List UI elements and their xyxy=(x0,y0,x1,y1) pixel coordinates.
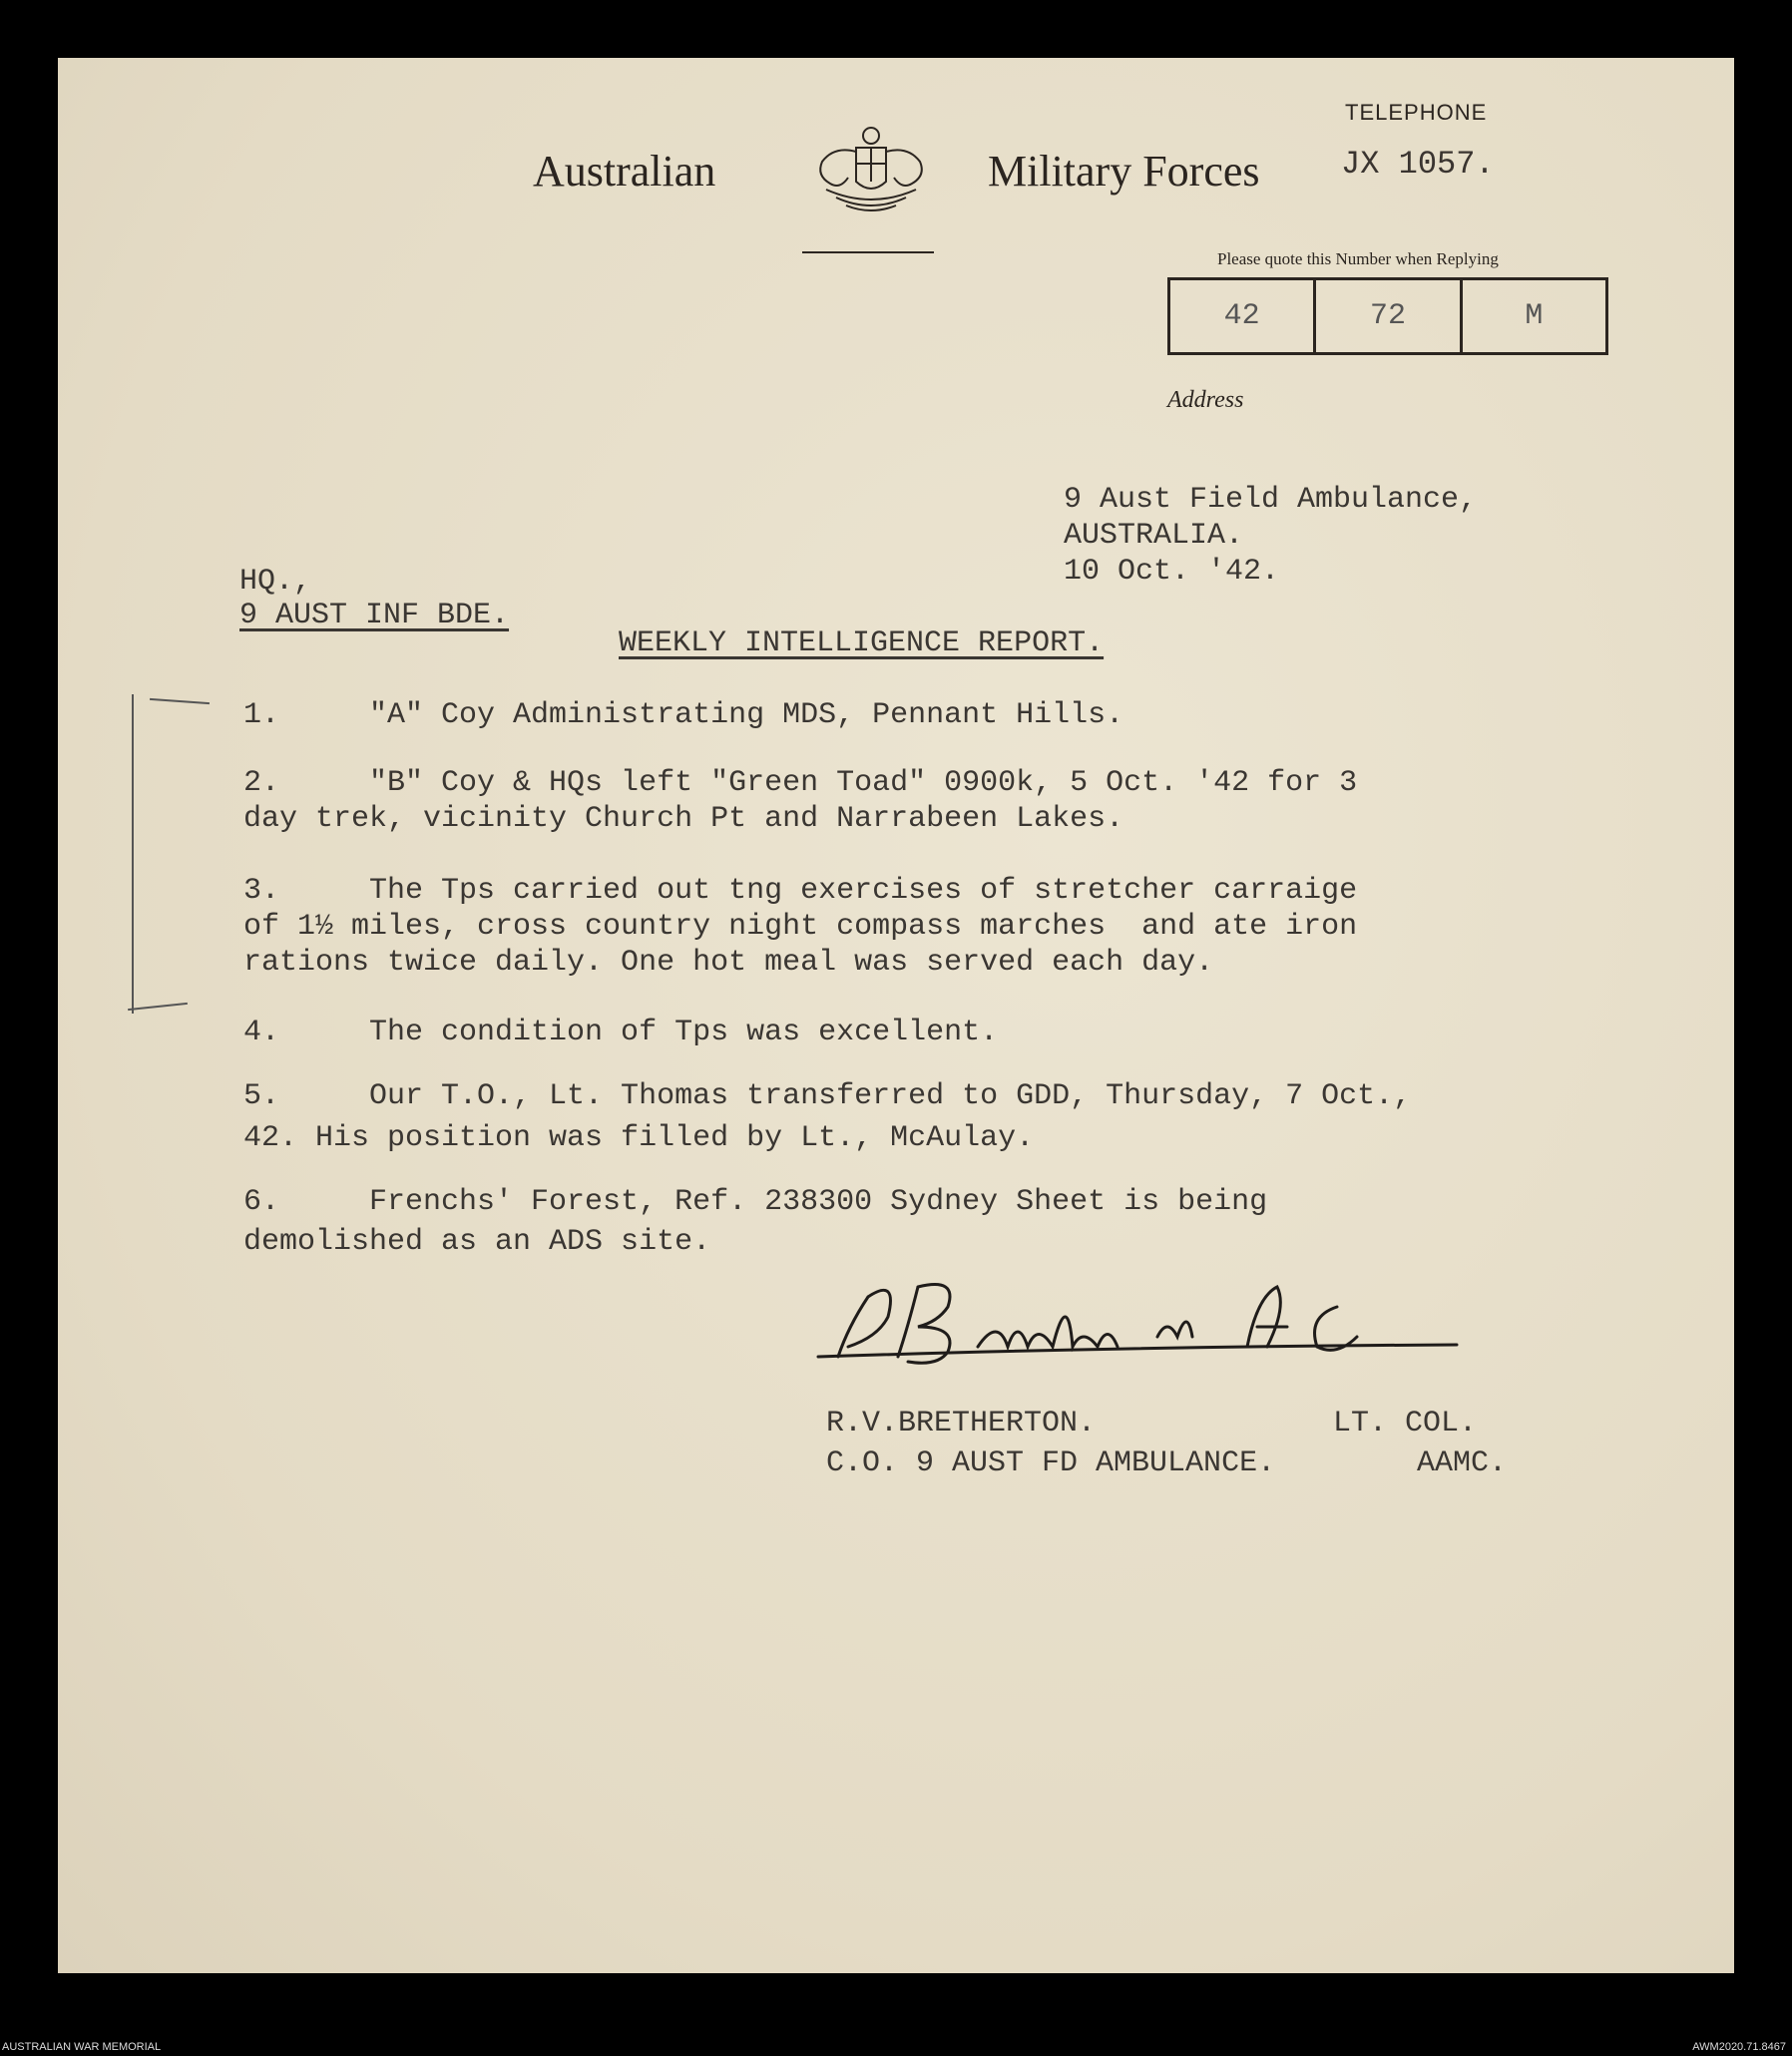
paragraph-line: 42. His position was filled by Lt., McAulay. xyxy=(243,1121,1035,1155)
paragraph-line: 5. Our T.O., Lt. Thomas transferred to GDD, Thursday, 7 Oct., xyxy=(243,1079,1412,1113)
coat-of-arms-icon xyxy=(806,118,936,227)
address-label: Address xyxy=(1167,387,1244,413)
paragraph-line: 2. "B" Coy & HQs left "Green Toad" 0900k, 5 Oct. '42 for 3 xyxy=(243,766,1358,800)
signatory-name: R.V.BRETHERTON. xyxy=(826,1407,1097,1440)
sender-address-line: 9 Aust Field Ambulance, xyxy=(1064,483,1478,517)
report-title: WEEKLY INTELLIGENCE REPORT. xyxy=(619,626,1105,660)
paragraph-line: day trek, vicinity Church Pt and Narrabeen Lakes. xyxy=(243,802,1124,836)
quote-number-label: Please quote this Number when Replying xyxy=(1217,249,1499,268)
letterhead-right: Military Forces xyxy=(988,147,1260,196)
telephone-number: JX 1057. xyxy=(1341,146,1495,183)
paragraph-line: 1. "A" Coy Administrating MDS, Pennant Hills. xyxy=(243,698,1124,732)
footer-accession-number: AWM2020.71.8467 xyxy=(1692,2041,1786,2053)
sender-address-line: 10 Oct. '42. xyxy=(1064,555,1280,589)
signatory-rank: LT. COL. xyxy=(1333,1407,1478,1440)
handwritten-signature xyxy=(778,1237,1557,1377)
telephone-label: TELEPHONE xyxy=(1345,100,1488,125)
ref-cell: 72 xyxy=(1316,280,1462,352)
sender-address-line: AUSTRALIA. xyxy=(1064,519,1244,553)
paragraph-line: 6. Frenchs' Forest, Ref. 238300 Sydney Sheet is being xyxy=(243,1185,1268,1219)
letterhead-rule xyxy=(802,251,934,253)
letterhead-left: Australian xyxy=(533,147,716,196)
recipient-line: 9 AUST INF BDE. xyxy=(239,599,510,632)
signatory-position: C.O. 9 AUST FD AMBULANCE. xyxy=(826,1446,1276,1480)
paragraph-line: 4. The condition of Tps was excellent. xyxy=(243,1016,999,1049)
footer-institution: AUSTRALIAN WAR MEMORIAL xyxy=(2,2041,162,2053)
recipient-line: HQ., xyxy=(239,565,312,599)
ref-cell: 42 xyxy=(1170,280,1316,352)
margin-line xyxy=(132,694,134,1014)
paragraph-line: 3. The Tps carried out tng exercises of stretcher carraige xyxy=(243,874,1358,908)
paragraph-line: of 1½ miles, cross country night compass marches and ate iron xyxy=(243,910,1358,944)
paragraph-line: demolished as an ADS site. xyxy=(243,1225,711,1259)
reference-number-box xyxy=(1167,277,1608,355)
signatory-corps: AAMC. xyxy=(1417,1446,1508,1480)
paragraph-line: rations twice daily. One hot meal was served each day. xyxy=(243,946,1214,980)
ref-cell: M xyxy=(1525,299,1544,333)
